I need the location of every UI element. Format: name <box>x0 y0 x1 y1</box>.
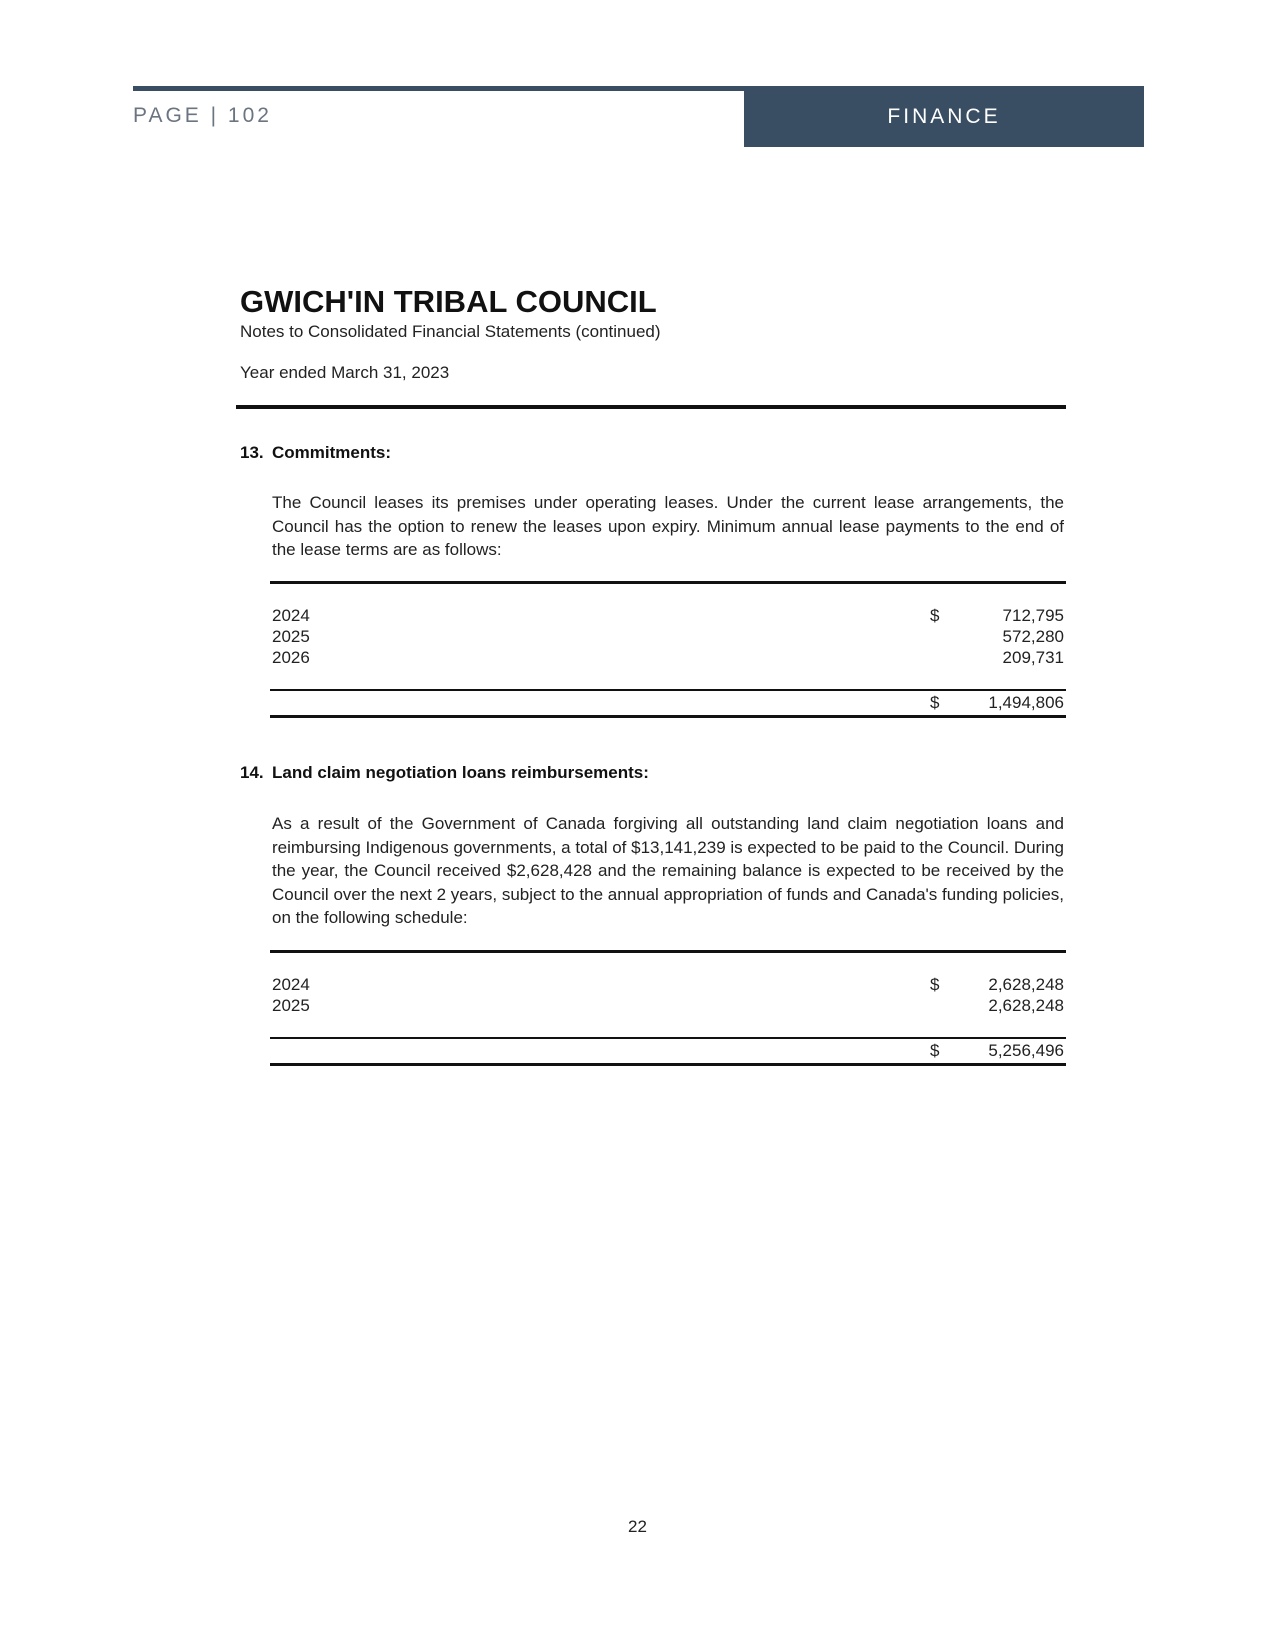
total-amount: 1,494,806 <box>988 693 1064 712</box>
section-tab-label: FINANCE <box>887 104 1001 128</box>
page-label: PAGE | 102 <box>133 104 272 127</box>
table-row <box>270 996 1066 1017</box>
row-amount: 2,628,248 <box>988 996 1064 1015</box>
table-row <box>270 648 1066 669</box>
total-currency: $ <box>930 1041 940 1060</box>
total-double-rule <box>270 715 1066 718</box>
row-amount: 712,795 <box>1002 606 1064 625</box>
total-amount: 5,256,496 <box>988 1041 1064 1060</box>
section-tab <box>744 86 1144 147</box>
note-14-heading <box>240 763 649 783</box>
note-14-number: 14. <box>240 763 264 782</box>
row-year: 2025 <box>272 627 310 646</box>
table-row <box>270 975 1066 996</box>
note-13-number: 13. <box>240 443 264 462</box>
row-amount: 209,731 <box>1002 648 1064 667</box>
note-14-title: Land claim negotiation loans reimbursements: <box>272 763 649 782</box>
row-currency: $ <box>930 975 940 994</box>
title-divider <box>236 405 1066 409</box>
note-13-body: The Council leases its premises under operating leases. Under the current lease arrangements, the Council has the option to renew the leases upon expiry. Minimum annual lease payments to the end of the lease terms are as follows: <box>272 493 1064 559</box>
table-row <box>270 606 1066 627</box>
table-row <box>270 627 1066 648</box>
lease-payments-table <box>270 581 1066 718</box>
note-14-body: As a result of the Government of Canada forgiving all outstanding land claim negotiation loans and reimbursing Indigenous governments, a total of $13,141,239 is expected to be paid to the Council. During the year, the Council received $2,628,428 and the remaining balance is expected to be received by the Council over the next 2 years, subject to the annual appropriation of funds and Canada's funding policies, on the following schedule: <box>272 814 1064 927</box>
note-13-title: Commitments: <box>272 443 392 462</box>
reporting-period: Year ended March 31, 2023 <box>240 363 450 382</box>
document-subtitle: Notes to Consolidated Financial Statements (continued) <box>240 322 661 341</box>
document-title: GWICH'IN TRIBAL COUNCIL <box>240 284 657 319</box>
table-total-row <box>270 693 1066 714</box>
total-currency: $ <box>930 693 940 712</box>
footer-page-number: 22 <box>628 1517 647 1536</box>
row-year: 2024 <box>272 975 310 994</box>
note-13-heading <box>240 443 391 463</box>
table-total-row <box>270 1041 1066 1062</box>
row-amount: 572,280 <box>1002 627 1064 646</box>
row-year: 2024 <box>272 606 310 625</box>
row-currency: $ <box>930 606 940 625</box>
row-year: 2025 <box>272 996 310 1015</box>
row-amount: 2,628,248 <box>988 975 1064 994</box>
reimbursement-schedule-table <box>270 950 1066 1066</box>
total-double-rule <box>270 1063 1066 1066</box>
row-year: 2026 <box>272 648 310 667</box>
